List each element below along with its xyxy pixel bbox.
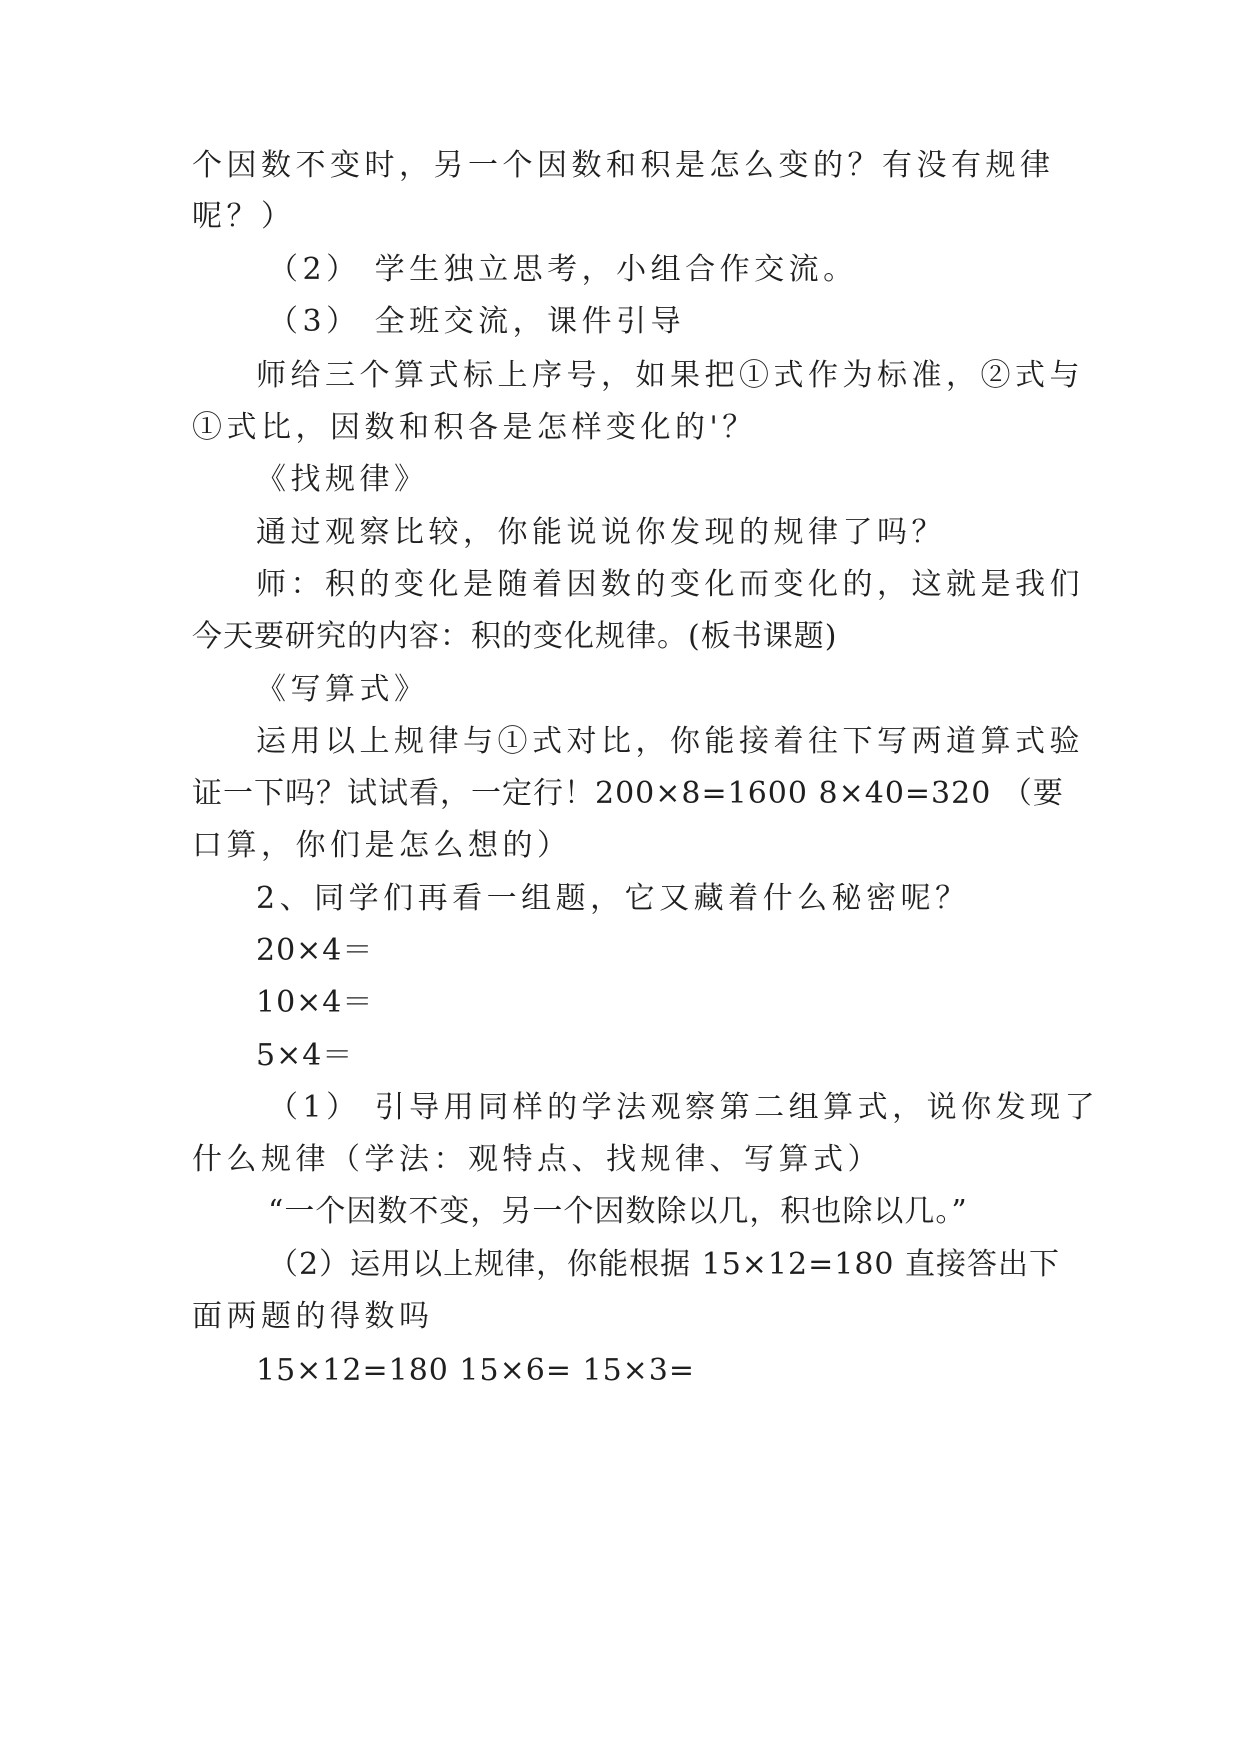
paragraph-line: 2、同学们再看一组题，它又藏着什么秘密呢？ — [256, 881, 970, 916]
paragraph-line: 什么规律（学法：观特点、找规律、写算式） — [192, 1142, 882, 1177]
paragraph-line: 运用以上规律与①式对比，你能接着往下写两道算式验 — [256, 724, 1084, 759]
quoted-rule-line: “一个因数不变，另一个因数除以几，积也除以几。” — [268, 1194, 968, 1229]
formula-line: 10×4＝ — [256, 985, 374, 1020]
paragraph-line: 证一下吗？试试看，一定行！200×8=1600 8×40=320 （要 — [192, 776, 1064, 811]
paragraph-line: 师：积的变化是随着因数的变化而变化的，这就是我们 — [256, 567, 1084, 602]
formula-line: 20×4＝ — [256, 933, 374, 968]
section-heading-find-rule: 《找规律》 — [256, 462, 429, 497]
section-heading-write-formula: 《写算式》 — [256, 672, 429, 707]
paragraph-line: 个因数不变时，另一个因数和积是怎么变的？有没有规律 — [192, 148, 1055, 183]
paragraph-line: 呢？） — [192, 199, 296, 234]
step-1-line: （1） 引导用同样的学法观察第二组算式，说你发现了 — [268, 1090, 1100, 1125]
formula-line: 15×12=180 15×6= 15×3= — [256, 1353, 696, 1388]
paragraph-line: 通过观察比较，你能说说你发现的规律了吗？ — [256, 515, 946, 550]
paragraph-line: 口算，你们是怎么想的） — [192, 828, 572, 863]
step-3-line: （3） 全班交流，课件引导 — [268, 304, 686, 339]
step-2-line: （2） 学生独立思考，小组合作交流。 — [268, 252, 858, 287]
paragraph-line: 面两题的得数吗 — [192, 1299, 434, 1334]
paragraph-line: ①式比，因数和积各是怎样变化的'？ — [192, 410, 757, 445]
formula-line: 5×4＝ — [256, 1038, 354, 1073]
step-2-application-line: （2）运用以上规律，你能根据 15×12=180 直接答出下 — [268, 1247, 1061, 1282]
paragraph-line: 师给三个算式标上序号，如果把①式作为标准，②式与 — [256, 358, 1084, 393]
paragraph-line: 今天要研究的内容：积的变化规律。(板书课题) — [192, 619, 838, 654]
